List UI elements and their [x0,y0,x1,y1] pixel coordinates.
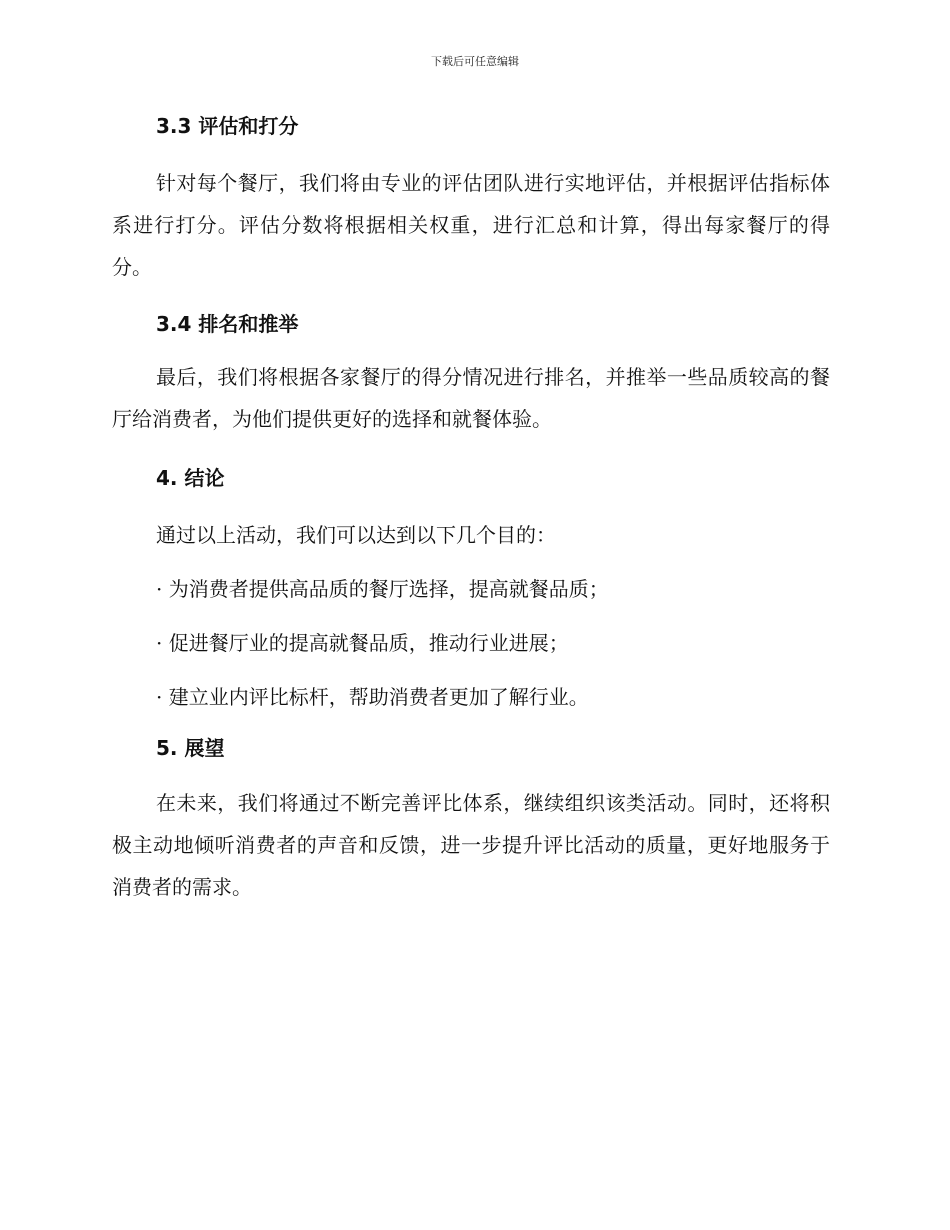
bullet-item: · 建立业内评比标杆，帮助消费者更加了解行业。 [156,685,589,709]
section-heading-4: 4. 结论 [156,466,225,490]
section-paragraph-3-3: 针对每个餐厅，我们将由专业的评估团队进行实地评估，并根据评估指标体系进行打分。评估分数将根据相关权重，进行汇总和计算，得出每家餐厅的得分。 [112,171,830,279]
section-heading-3-4: 3.4 排名和推举 [156,312,299,336]
page-header: 下载后可任意编辑 [431,55,519,68]
bullet-item: · 为消费者提供高品质的餐厅选择，提高就餐品质； [156,577,609,601]
section-intro-4: 通过以上活动，我们可以达到以下几个目的： [156,523,556,547]
section-heading-5: 5. 展望 [156,736,225,760]
section-paragraph-3-4: 最后，我们将根据各家餐厅的得分情况进行排名，并推举一些品质较高的餐厅给消费者，为他们提供更好的选择和就餐体验。 [112,365,830,431]
section-heading-3-3: 3.3 评估和打分 [156,114,299,138]
section-paragraph-5: 在未来，我们将通过不断完善评比体系，继续组织该类活动。同时，还将积极主动地倾听消费者的声音和反馈，进一步提升评比活动的质量，更好地服务于消费者的需求。 [112,791,830,899]
document-body [112,110,830,908]
bullet-item: · 促进餐厅业的提高就餐品质，推动行业进展； [156,631,569,655]
